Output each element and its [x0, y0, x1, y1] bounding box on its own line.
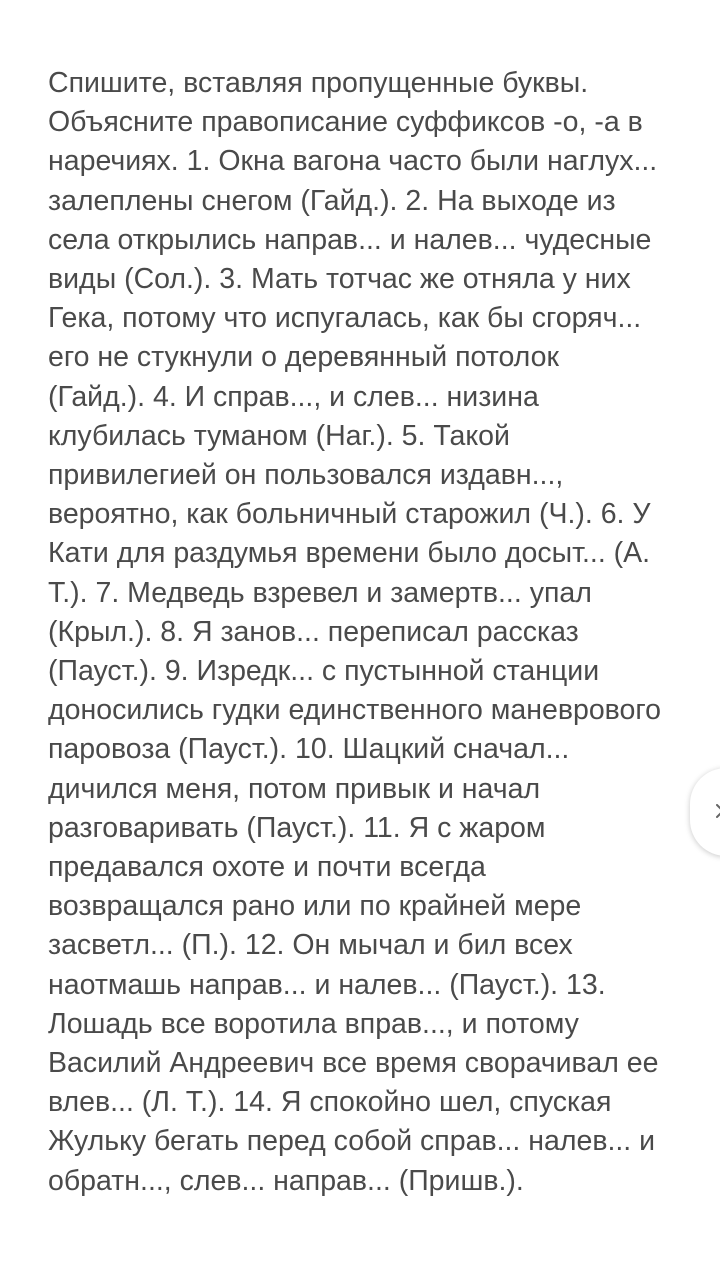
text-line: Спишите, вставляя пропущенные буквы.	[48, 67, 589, 99]
text-line: (Крыл.). 8. Я занов... переписал рассказ	[48, 615, 579, 648]
text-line: виды (Сол.). 3. Мать тотчас же отняла у них	[48, 263, 631, 296]
text-line: Объясните правописание суффиксов -о, -а в	[48, 106, 643, 139]
text-line: Гека, потому что испугалась, как бы сгоряч...	[48, 302, 642, 335]
text-line: засветл... (П.). 12. Он мычал и бил всех	[48, 929, 573, 962]
chevron-right-icon	[716, 804, 720, 818]
text-line: (Пауст.). 9. Изредк... с пустынной станции	[48, 655, 600, 688]
text-line: дичился меня, потом привык и начал	[48, 772, 541, 805]
text-line: села открылись направ... и налев... чудесные	[48, 223, 652, 256]
text-line: его не стукнули о деревянный потолок	[48, 341, 559, 374]
text-line: разговаривать (Пауст.). 11. Я с жаром	[48, 811, 546, 844]
text-line: Жульку бегать перед собой справ... налев... и	[48, 1125, 656, 1158]
text-line: (Гайд.). 4. И справ..., и слев... низина	[48, 380, 539, 413]
text-line: Кати для раздумья времени было досыт... (А.	[48, 537, 651, 570]
text-line: вероятно, как больничный старожил (Ч.). 6. У	[48, 498, 651, 531]
text-line: обратн..., слев... направ... (Пришв.).	[48, 1164, 524, 1197]
text-line: наречиях. 1. Окна вагона часто были наглух...	[48, 145, 658, 178]
text-line: клубилась туманом (Наг.). 5. Такой	[48, 419, 510, 452]
text-line: наотмашь направ... и налев... (Пауст.). 13.	[48, 968, 606, 1001]
text-line: возвращался рано или по крайней мере	[48, 890, 582, 923]
text-line: залеплены снегом (Гайд.). 2. На выходе из	[48, 184, 616, 217]
text-line: влев... (Л. Т.). 14. Я спокойно шел, спуская	[48, 1086, 612, 1119]
exercise-text	[48, 64, 698, 1201]
text-line: доносились гудки единственного маневрового	[48, 694, 661, 727]
text-line: Т.). 7. Медведь взревел и замертв... упал	[48, 576, 592, 609]
text-line: Василий Андреевич все время сворачивал ее	[48, 1047, 659, 1080]
text-line: Лошадь все воротила вправ..., и потому	[48, 1007, 579, 1040]
text-line: привилегией он пользовался издавн...,	[48, 459, 564, 492]
text-line: предавался охоте и почти всегда	[48, 851, 486, 884]
text-line: паровоза (Пауст.). 10. Шацкий сначал...	[48, 733, 570, 766]
